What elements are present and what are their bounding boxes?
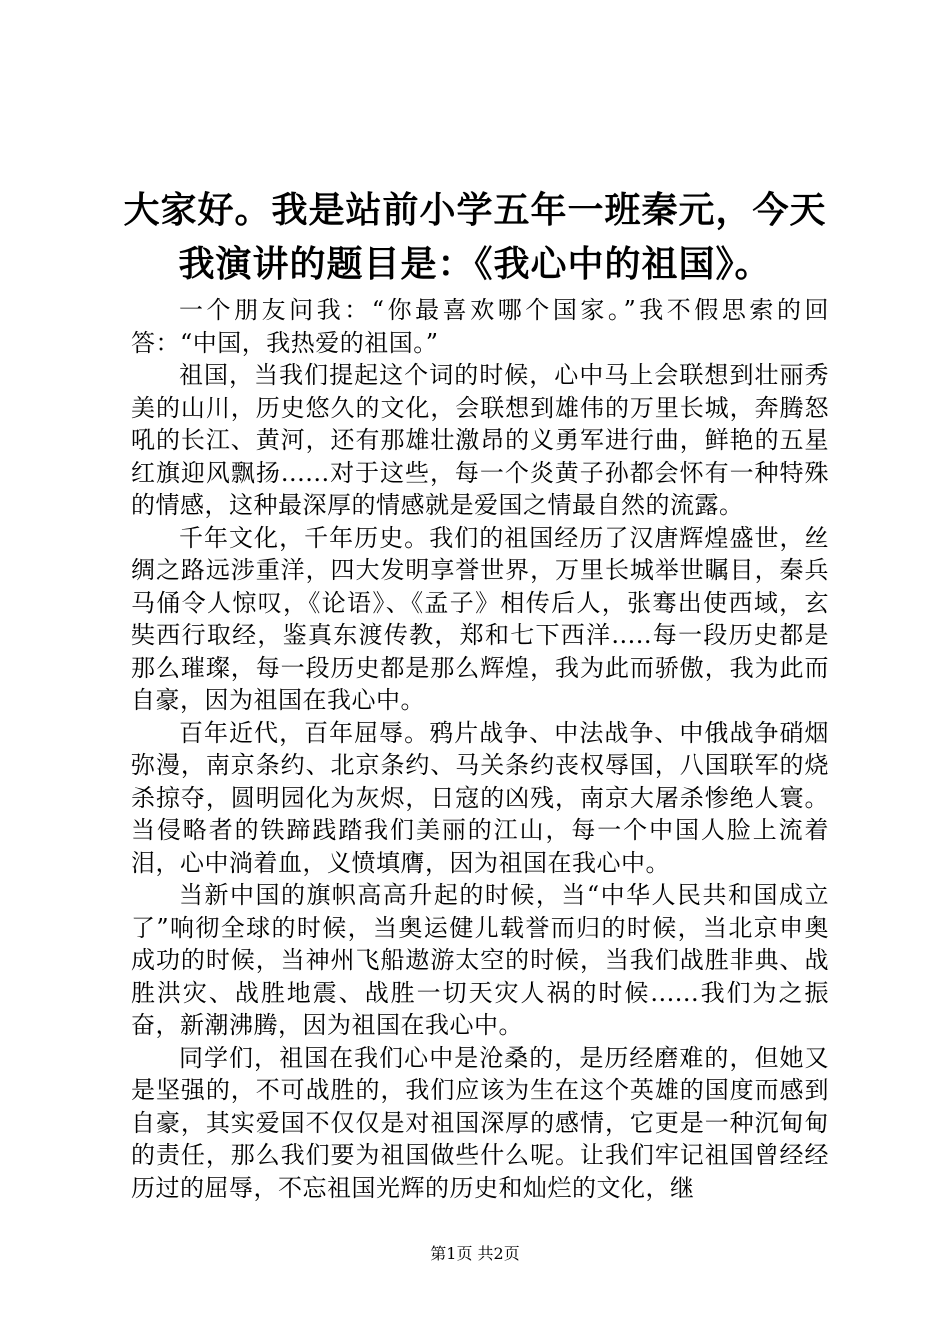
speech-body <box>131 294 829 1204</box>
paragraph-3: 千年文化，千年历史。我们的祖国经历了汉唐辉煌盛世，丝绸之路远涉重洋，四大发明享誉世界，万里长城举世瞩目，秦兵马俑令人惊叹，《论语》、《孟子》相传后人，张骞出使西域，玄奘西行取经，鉴真东渡传教，郑和七下西洋.....每一段历史都是那么璀璨，每一段历史都是那么辉煌，我为此而骄傲，我为此而自豪，因为祖国在我心中。 <box>131 523 829 714</box>
paragraph-2: 祖国，当我们提起这个词的时候，心中马上会联想到壮丽秀美的山川，历史悠久的文化，会联想到雄伟的万里长城，奔腾怒吼的长江、黄河，还有那雄壮激昂的义勇军进行曲，鲜艳的五星红旗迎风飘扬......对于这些，每一个炎黄子孙都会怀有一种特殊的情感，这种最深厚的情感就是爱国之情最自然的流露。 <box>131 361 829 519</box>
speech-title: 大家好。我是站前小学五年一班秦元，今天我演讲的题目是：《我心中的祖国》。 <box>123 189 827 285</box>
paragraph-4: 百年近代，百年屈辱。鸦片战争、中法战争、中俄战争硝烟弥漫，南京条约、北京条约、马关条约丧权辱国，八国联军的烧杀掠夺，圆明园化为灰烬，日寇的凶残，南京大屠杀惨绝人寰。当侵略者的铁蹄践踏我们美丽的江山，每一个中国人脸上流着泪，心中淌着血，义愤填膺，因为祖国在我心中。 <box>131 718 829 877</box>
page-number-footer: 第1页 共2页 <box>430 1244 520 1263</box>
paragraph-1: 一个朋友问我：“你最喜欢哪个国家。”我不假思索的回答：“中国，我热爱的祖国。” <box>131 296 829 357</box>
paragraph-6: 同学们，祖国在我们心中是沧桑的，是历经磨难的，但她又是坚强的，不可战胜的，我们应该为生在这个英雄的国度而感到自豪，其实爱国不仅仅是对祖国深厚的感情，它更是一种沉甸甸的责任，那么我们要为祖国做些什么呢。让我们牢记祖国曾经经历过的屈辱，不忘祖国光辉的历史和灿烂的文化，继 <box>131 1043 829 1202</box>
paragraph-5: 当新中国的旗帜高高升起的时候，当“中华人民共和国成立了”响彻全球的时候，当奥运健儿载誉而归的时候，当北京申奥成功的时候，当神州飞船遨游太空的时候，当我们战胜非典、战胜洪灾、战胜地震、战胜一切天灾人祸的时候......我们为之振奋，新潮沸腾，因为祖国在我心中。 <box>131 881 829 1039</box>
